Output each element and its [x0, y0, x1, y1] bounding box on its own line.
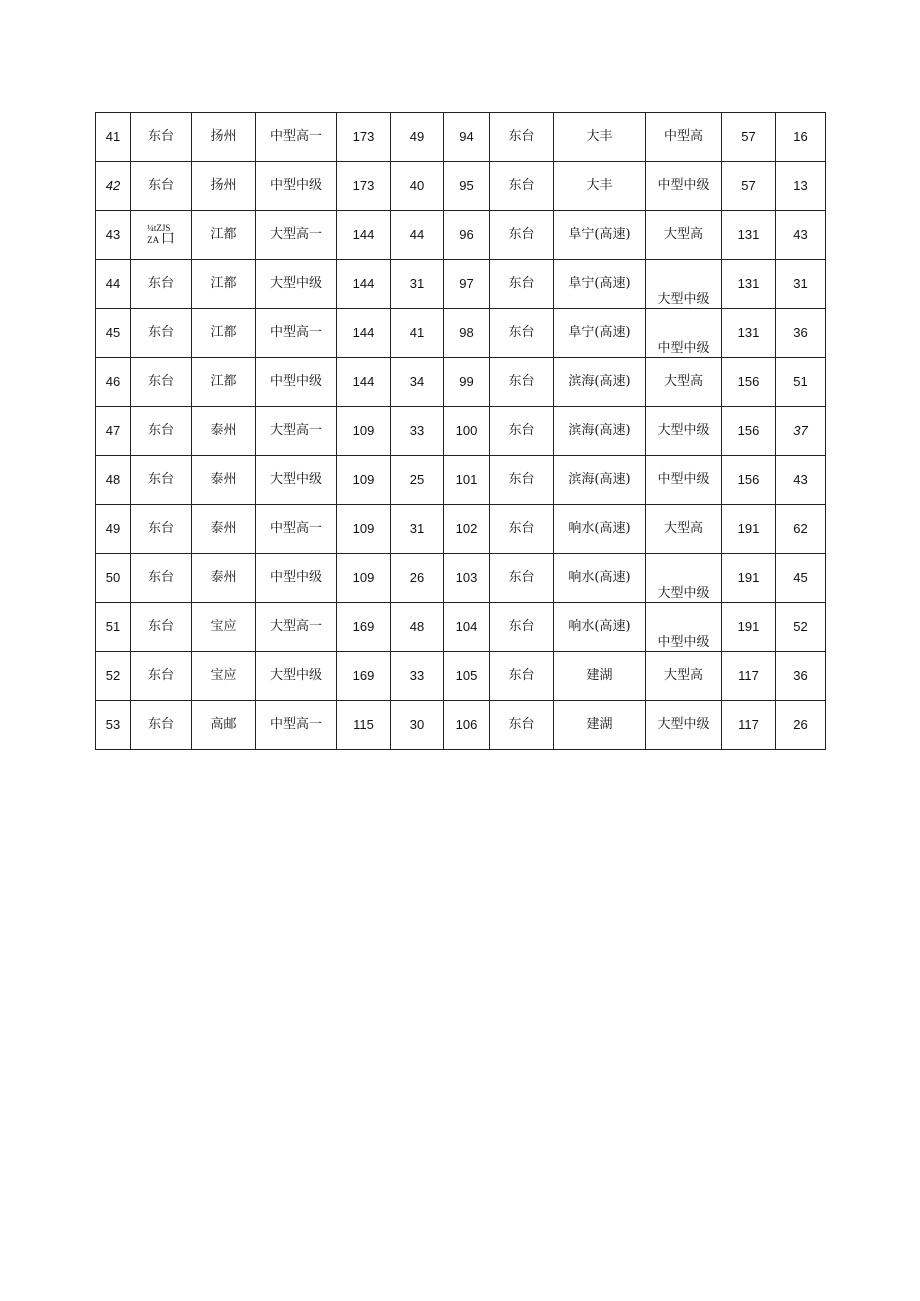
origin-cell: 东台 [131, 407, 192, 456]
origin-cell: 东台 [131, 505, 192, 554]
destination-cell-2: 阜宁(高速) [554, 309, 646, 358]
vehicle-type-cell-2: 中型中级 [646, 309, 722, 358]
destination-cell: 江都 [192, 211, 256, 260]
distance-cell: 144 [337, 260, 391, 309]
vehicle-type-cell: 大型中级 [256, 456, 337, 505]
fare-cell-2: 51 [776, 358, 826, 407]
vehicle-type-cell-2: 中型中级 [646, 162, 722, 211]
destination-cell-2: 建湖 [554, 701, 646, 750]
distance-cell-2: 156 [722, 456, 776, 505]
destination-cell: 泰州 [192, 505, 256, 554]
destination-cell-2: 阜宁(高速) [554, 211, 646, 260]
destination-cell-2: 响水(高速) [554, 603, 646, 652]
row-number: 41 [96, 113, 131, 162]
fare-cell: 44 [391, 211, 444, 260]
table-row [96, 505, 826, 554]
row-number-2: 95 [444, 162, 490, 211]
distance-cell-2: 131 [722, 260, 776, 309]
origin-cell: 东台 [131, 358, 192, 407]
origin-cell-2: 东台 [490, 701, 554, 750]
fare-cell-2: 26 [776, 701, 826, 750]
origin-cell: 东台 [131, 113, 192, 162]
destination-cell: 江都 [192, 260, 256, 309]
destination-cell-2: 滨海(高速) [554, 407, 646, 456]
vehicle-type-cell: 中型高一 [256, 309, 337, 358]
origin-cell-2: 东台 [490, 603, 554, 652]
destination-cell: 泰州 [192, 407, 256, 456]
destination-cell: 高邮 [192, 701, 256, 750]
row-number: 52 [96, 652, 131, 701]
row-number: 48 [96, 456, 131, 505]
vehicle-type-cell: 中型高一 [256, 113, 337, 162]
vehicle-type-cell: 中型中级 [256, 554, 337, 603]
fare-cell: 31 [391, 505, 444, 554]
fare-cell: 33 [391, 407, 444, 456]
distance-cell-2: 117 [722, 652, 776, 701]
row-number-2: 103 [444, 554, 490, 603]
row-number-2: 105 [444, 652, 490, 701]
fare-cell: 34 [391, 358, 444, 407]
distance-cell: 109 [337, 505, 391, 554]
row-number-2: 97 [444, 260, 490, 309]
origin-cell-2: 东台 [490, 407, 554, 456]
fare-cell: 48 [391, 603, 444, 652]
row-number-2: 102 [444, 505, 490, 554]
destination-cell: 泰州 [192, 554, 256, 603]
destination-cell-2: 响水(高速) [554, 505, 646, 554]
fare-cell-2: 37 [776, 407, 826, 456]
origin-cell [131, 211, 192, 260]
garbled-line-2: ZA [147, 234, 159, 245]
vehicle-type-cell: 大型中级 [256, 260, 337, 309]
vehicle-type-cell: 大型高一 [256, 407, 337, 456]
vehicle-type-cell: 中型中级 [256, 358, 337, 407]
vehicle-type-cell: 大型高一 [256, 603, 337, 652]
row-number-2: 104 [444, 603, 490, 652]
row-number: 49 [96, 505, 131, 554]
table-row [96, 407, 826, 456]
row-number-2: 94 [444, 113, 490, 162]
fare-cell: 31 [391, 260, 444, 309]
origin-cell-2: 东台 [490, 309, 554, 358]
origin-cell-2: 东台 [490, 162, 554, 211]
vehicle-type-cell-2: 大型中级 [646, 701, 722, 750]
table-row [96, 113, 826, 162]
destination-cell-2: 滨海(高速) [554, 358, 646, 407]
distance-cell: 173 [337, 113, 391, 162]
origin-cell-2: 东台 [490, 113, 554, 162]
table-row [96, 603, 826, 652]
distance-cell: 144 [337, 358, 391, 407]
origin-cell-2: 东台 [490, 260, 554, 309]
origin-cell-2: 东台 [490, 652, 554, 701]
distance-cell: 109 [337, 456, 391, 505]
origin-cell: 东台 [131, 652, 192, 701]
destination-cell: 扬州 [192, 113, 256, 162]
vehicle-type-cell-2: 大型高 [646, 358, 722, 407]
row-number: 45 [96, 309, 131, 358]
row-number: 42 [96, 162, 131, 211]
vehicle-type-cell-2: 大型中级 [646, 407, 722, 456]
vehicle-type-cell-2: 中型高 [646, 113, 722, 162]
row-number-2: 101 [444, 456, 490, 505]
row-number-2: 98 [444, 309, 490, 358]
fare-cell-2: 13 [776, 162, 826, 211]
table-row [96, 652, 826, 701]
origin-cell: 东台 [131, 603, 192, 652]
vehicle-type-cell-2: 中型中级 [646, 456, 722, 505]
fare-cell-2: 36 [776, 309, 826, 358]
fare-cell-2: 36 [776, 652, 826, 701]
origin-cell-2: 东台 [490, 211, 554, 260]
fare-cell: 30 [391, 701, 444, 750]
origin-cell: 东台 [131, 260, 192, 309]
origin-cell-2: 东台 [490, 358, 554, 407]
fare-cell-2: 62 [776, 505, 826, 554]
distance-cell-2: 156 [722, 358, 776, 407]
origin-cell: 东台 [131, 162, 192, 211]
distance-cell: 144 [337, 211, 391, 260]
fare-cell-2: 16 [776, 113, 826, 162]
destination-cell-2: 建湖 [554, 652, 646, 701]
row-number-2: 106 [444, 701, 490, 750]
origin-cell: 东台 [131, 309, 192, 358]
row-number: 53 [96, 701, 131, 750]
destination-cell: 泰州 [192, 456, 256, 505]
distance-cell: 109 [337, 554, 391, 603]
origin-cell: 东台 [131, 554, 192, 603]
fare-cell-2: 43 [776, 211, 826, 260]
destination-cell-2: 响水(高速) [554, 554, 646, 603]
destination-cell: 宝应 [192, 603, 256, 652]
destination-cell: 扬州 [192, 162, 256, 211]
vehicle-type-cell-2: 大型高 [646, 652, 722, 701]
row-number-2: 100 [444, 407, 490, 456]
origin-cell: 东台 [131, 701, 192, 750]
fare-cell: 41 [391, 309, 444, 358]
origin-cell-2: 东台 [490, 554, 554, 603]
vehicle-type-cell: 中型高一 [256, 701, 337, 750]
row-number: 46 [96, 358, 131, 407]
destination-cell-2: 大丰 [554, 113, 646, 162]
table-row [96, 211, 826, 260]
fare-table [95, 112, 826, 750]
destination-cell: 江都 [192, 358, 256, 407]
distance-cell-2: 57 [722, 162, 776, 211]
fare-cell-2: 31 [776, 260, 826, 309]
destination-cell-2: 阜宁(高速) [554, 260, 646, 309]
distance-cell-2: 191 [722, 554, 776, 603]
garbled-glyph: 口 [160, 231, 175, 247]
origin-cell: 东台 [131, 456, 192, 505]
distance-cell: 169 [337, 603, 391, 652]
table-row [96, 554, 826, 603]
destination-cell: 宝应 [192, 652, 256, 701]
destination-cell-2: 大丰 [554, 162, 646, 211]
row-number: 51 [96, 603, 131, 652]
garbled-line-1: ¼tZJS [147, 222, 171, 233]
distance-cell-2: 57 [722, 113, 776, 162]
fare-cell-2: 52 [776, 603, 826, 652]
vehicle-type-cell: 中型高一 [256, 505, 337, 554]
destination-cell: 江都 [192, 309, 256, 358]
distance-cell-2: 117 [722, 701, 776, 750]
table-row [96, 358, 826, 407]
row-number: 50 [96, 554, 131, 603]
distance-cell: 109 [337, 407, 391, 456]
row-number-2: 99 [444, 358, 490, 407]
row-number: 47 [96, 407, 131, 456]
vehicle-type-cell-2: 大型中级 [646, 554, 722, 603]
table-row [96, 260, 826, 309]
table-row [96, 162, 826, 211]
distance-cell: 169 [337, 652, 391, 701]
distance-cell-2: 156 [722, 407, 776, 456]
fare-cell: 26 [391, 554, 444, 603]
fare-cell: 25 [391, 456, 444, 505]
fare-cell: 49 [391, 113, 444, 162]
destination-cell-2: 滨海(高速) [554, 456, 646, 505]
vehicle-type-cell-2: 大型高 [646, 505, 722, 554]
table-row [96, 701, 826, 750]
origin-cell-2: 东台 [490, 456, 554, 505]
distance-cell-2: 191 [722, 603, 776, 652]
fare-cell-2: 43 [776, 456, 826, 505]
distance-cell: 144 [337, 309, 391, 358]
distance-cell: 115 [337, 701, 391, 750]
origin-cell-2: 东台 [490, 505, 554, 554]
distance-cell: 173 [337, 162, 391, 211]
fare-cell: 33 [391, 652, 444, 701]
fare-cell-2: 45 [776, 554, 826, 603]
fare-cell: 40 [391, 162, 444, 211]
vehicle-type-cell: 中型中级 [256, 162, 337, 211]
vehicle-type-cell-2: 大型高 [646, 211, 722, 260]
row-number: 44 [96, 260, 131, 309]
vehicle-type-cell: 大型中级 [256, 652, 337, 701]
table-row [96, 456, 826, 505]
distance-cell-2: 131 [722, 211, 776, 260]
vehicle-type-cell-2: 大型中级 [646, 260, 722, 309]
row-number-2: 96 [444, 211, 490, 260]
distance-cell-2: 191 [722, 505, 776, 554]
garbled-origin-text [147, 223, 175, 246]
row-number: 43 [96, 211, 131, 260]
vehicle-type-cell: 大型高一 [256, 211, 337, 260]
table-row [96, 309, 826, 358]
vehicle-type-cell-2: 中型中级 [646, 603, 722, 652]
distance-cell-2: 131 [722, 309, 776, 358]
